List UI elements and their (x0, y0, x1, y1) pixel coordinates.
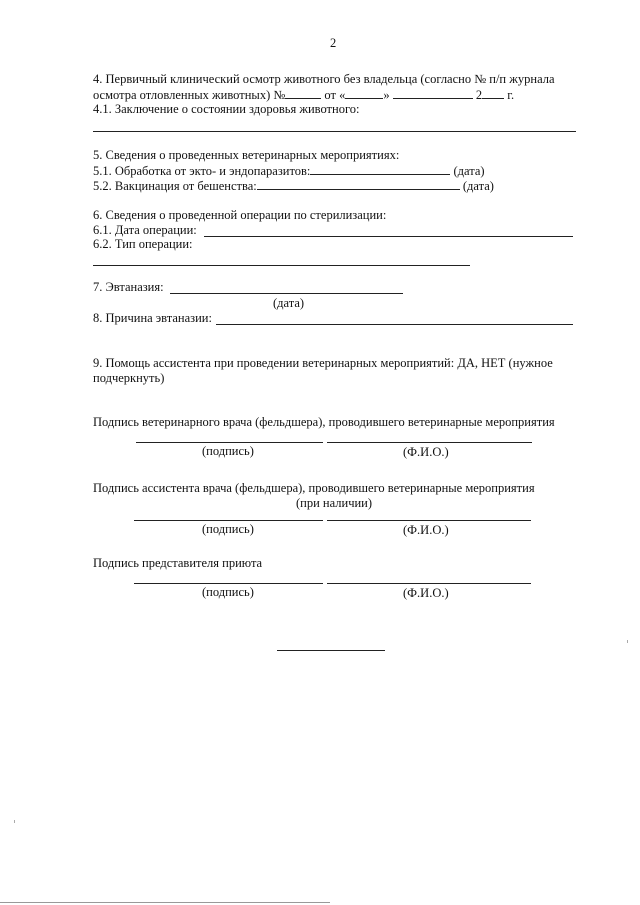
section-6-2-label: 6.2. Тип операции: (93, 237, 193, 251)
assistant-signature-field[interactable] (134, 520, 323, 521)
shelter-signature-field[interactable] (134, 583, 323, 584)
scan-speck (627, 640, 628, 643)
section-9-text: 9. Помощь ассистента при проведении ветеринарных мероприятий: ДА, НЕТ (нужное подчеркнуть) (93, 356, 553, 385)
year-prefix: 2 (475, 88, 483, 102)
shelter-fio-caption: (Ф.И.О.) (403, 586, 449, 600)
assistant-fio-field[interactable] (327, 520, 531, 521)
date-month-field[interactable] (393, 87, 473, 99)
date-prefix: от « (324, 88, 346, 102)
date-day-field[interactable] (345, 87, 383, 99)
assistant-optional-note: (при наличии) (296, 496, 373, 510)
rabies-vaccination-date-caption: (дата) (462, 179, 494, 193)
section-5-title: 5. Сведения о проведенных ветеринарных мероприятиях: (93, 148, 400, 162)
operation-type-field[interactable] (93, 265, 470, 266)
shelter-fio-field[interactable] (327, 583, 531, 584)
shelter-signature-title: Подпись представителя приюта (93, 556, 263, 570)
section-5-2 (93, 178, 494, 194)
assistant-signature-title: Подпись ассистента врача (фельдшера), проводившего ветеринарные мероприятия (93, 481, 535, 495)
section-6-1-label: 6.1. Дата операции: (93, 223, 197, 237)
assistant-signature-caption: (подпись) (202, 522, 254, 536)
section-4-line-2 (93, 87, 514, 103)
rabies-vaccination-label: 5.2. Вакцинация от бешенства: (93, 179, 257, 193)
euthanasia-date-caption: (дата) (273, 296, 305, 310)
parasite-treatment-label: 5.1. Обработка от экто- и эндопаразитов: (93, 164, 311, 178)
parasite-treatment-date-caption: (дата) (453, 164, 485, 178)
vet-signature-title: Подпись ветеринарного врача (фельдшера), проводившего ветеринарные мероприятия (93, 415, 555, 429)
date-quote-close: » (383, 88, 390, 102)
assistant-fio-caption: (Ф.И.О.) (403, 523, 449, 537)
section-6-title: 6. Сведения о проведенной операции по стерилизации: (93, 208, 387, 222)
parasite-treatment-field[interactable] (310, 163, 450, 175)
scan-speck (14, 820, 15, 823)
rabies-vaccination-field[interactable] (257, 178, 460, 190)
euthanasia-reason-field[interactable] (216, 324, 573, 325)
euthanasia-date-field[interactable] (170, 293, 403, 294)
vet-signature-caption: (подпись) (202, 444, 254, 458)
year-suffix: г. (507, 88, 515, 102)
year-field[interactable] (482, 87, 504, 99)
journal-number-field[interactable] (285, 87, 321, 99)
health-conclusion-field[interactable] (93, 131, 576, 132)
section-4-line-1: 4. Первичный клинический осмотр животного без владельца (согласно № п/п журнала (93, 72, 555, 86)
vet-fio-field[interactable] (327, 442, 532, 443)
section-7-label: 7. Эвтаназия: (93, 280, 164, 294)
vet-fio-caption: (Ф.И.О.) (403, 445, 449, 459)
bottom-scan-edge (0, 902, 330, 903)
section-4-1-label: 4.1. Заключение о состоянии здоровья животного: (93, 102, 360, 116)
end-of-document-rule (277, 650, 385, 651)
shelter-signature-caption: (подпись) (202, 585, 254, 599)
vet-signature-field[interactable] (136, 442, 323, 443)
journal-number-label: осмотра отловленных животных) № (93, 88, 286, 102)
section-8-label: 8. Причина эвтаназии: (93, 311, 212, 325)
section-5-1 (93, 163, 485, 179)
operation-date-field[interactable] (204, 236, 573, 237)
page-number: 2 (330, 36, 337, 50)
